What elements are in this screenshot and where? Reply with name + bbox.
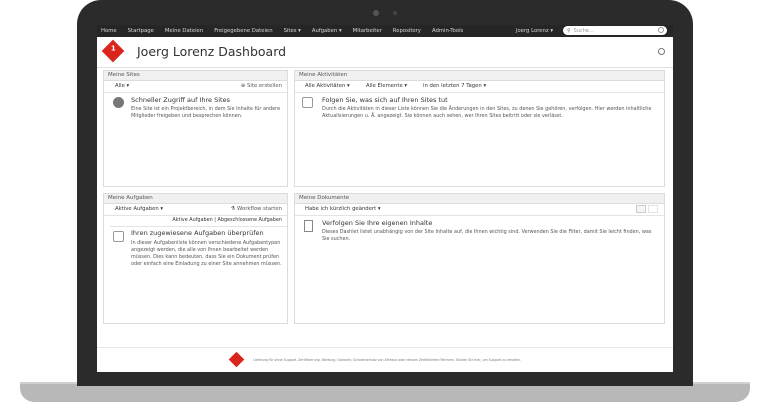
timeframe-filter[interactable]: in den letzten 7 Tagen ▾ (423, 83, 487, 89)
dashlet-toolbar (295, 81, 664, 93)
page-title: Joerg Lorenz Dashboard (137, 44, 287, 59)
activity-icon (302, 97, 313, 108)
search-input[interactable] (563, 26, 667, 35)
create-site-label: Site erstellen (247, 83, 282, 89)
dashlet-toolbar (104, 204, 287, 216)
tasks-links[interactable]: Aktive Aufgaben | Abgeschlossene Aufgaben (172, 217, 282, 223)
footer (97, 347, 673, 372)
nav-tasks[interactable]: Aufgaben ▾ (311, 28, 342, 34)
sites-globe-icon (113, 97, 124, 108)
elements-filter[interactable]: Alle Elemente ▾ (366, 83, 408, 89)
sites-filter[interactable]: Alle ▾ (115, 83, 130, 89)
sites-description: Eine Site ist ein Projektbereich, in dem Sie Inhalte für andere Mitglieder freigeben und besprechen können. (131, 106, 281, 119)
clear-search-icon[interactable] (658, 27, 664, 33)
document-icon (304, 220, 313, 232)
screen (97, 25, 673, 372)
dashboard-header (97, 37, 673, 68)
gear-icon[interactable] (658, 48, 665, 55)
camera-icon (373, 10, 379, 16)
search-icon: ⚲ (567, 27, 571, 34)
dashlet-title: Meine Aufgaben (104, 194, 287, 204)
sites-heading: Schneller Zugriff auf Ihre Sites (131, 96, 230, 104)
add-icon: ⊕ (240, 83, 248, 89)
my-documents-dashlet (294, 193, 665, 324)
start-workflow-label: Workflow starten (237, 206, 282, 212)
footer-logo (229, 352, 245, 368)
nav-repository[interactable]: Repository (392, 28, 421, 34)
dashlet-title: Meine Sites (104, 71, 287, 81)
nav-startpage[interactable]: Startpage (127, 28, 154, 34)
list-view-icon[interactable] (636, 205, 646, 213)
documents-description: Dieses Dashlet listet unabhängig von der Site Inhalte auf, die Ihnen wichtig sind. Verwenden Sie die Filter, damit Sie leicht finden, was Sie suchen. (322, 229, 652, 242)
my-tasks-dashlet (103, 193, 288, 324)
dashlet-toolbar (104, 81, 287, 93)
nav-shared-files[interactable]: Freigegebene Dateien (214, 28, 273, 34)
documents-heading: Verfolgen Sie Ihre eigenen Inhalte (322, 219, 433, 227)
activities-description: Durch die Aktivitäten in dieser Liste können Sie die Änderungen in den Sites, zu denen Sie gehören, verfolgen. Hier werden inhaltliche Aktualisierungen u. Ä. angezeigt. Sie können auch sehen, wer Ihren Sites beitritt oder sie verlässt. (322, 106, 652, 119)
top-navigation-bar (97, 25, 673, 37)
documents-filter[interactable]: Habe ich kürzlich geändert ▾ (305, 206, 381, 212)
detail-view-icon[interactable] (648, 205, 658, 213)
my-sites-dashlet (103, 70, 288, 187)
create-site-link[interactable] (241, 81, 282, 92)
nav-my-files[interactable]: Meine Dateien (164, 28, 204, 34)
tasks-description: In dieser Aufgabenliste können verschiedene Aufgabentypen angezeigt werden, die alle von Ihnen bearbeitet werden müssen. Dies kann bedeuten, dass Sie ein Dokument prüfen oder einfach eine Einladung zu einer Site annehmen müssen. (131, 240, 282, 267)
activities-filter[interactable]: Alle Aktivitäten ▾ (305, 83, 350, 89)
nav-admin-tools[interactable]: Admin-Tools (431, 28, 464, 34)
dashlet-toolbar (295, 204, 664, 216)
search-placeholder: Suche... (573, 27, 594, 34)
sensor-icon (393, 11, 397, 15)
divider (110, 226, 287, 227)
user-menu[interactable]: Joerg Lorenz ▾ (515, 27, 553, 34)
dashlet-title: Meine Aktivitäten (295, 71, 664, 81)
nav-people[interactable]: Mitarbeiter (352, 28, 382, 34)
nav-sites[interactable]: Sites ▾ (283, 28, 301, 34)
company-logo: 1 (102, 40, 125, 63)
tasks-filter[interactable]: Aktive Aufgaben ▾ (115, 206, 164, 212)
start-workflow-link[interactable] (231, 204, 282, 215)
my-activities-dashlet (294, 70, 665, 187)
laptop-base (20, 384, 750, 402)
footer-text: Lieferung für ohne Support. Zertifizierung, Wartung, Garantie, Schadenersatz von Alfresco oder dessen Zertifizierten Partnern. Klicken Sie hier, um Support zu erhalten. (253, 358, 522, 362)
checkbox-icon (113, 231, 124, 242)
activities-heading: Folgen Sie, was sich auf Ihren Sites tut (322, 96, 448, 104)
workflow-icon: ⚗ (230, 206, 238, 212)
nav-home[interactable]: Home (101, 28, 117, 34)
dashlet-title: Meine Dokumente (295, 194, 664, 204)
tasks-heading: Ihren zugewiesene Aufgaben überprüfen (131, 229, 264, 237)
